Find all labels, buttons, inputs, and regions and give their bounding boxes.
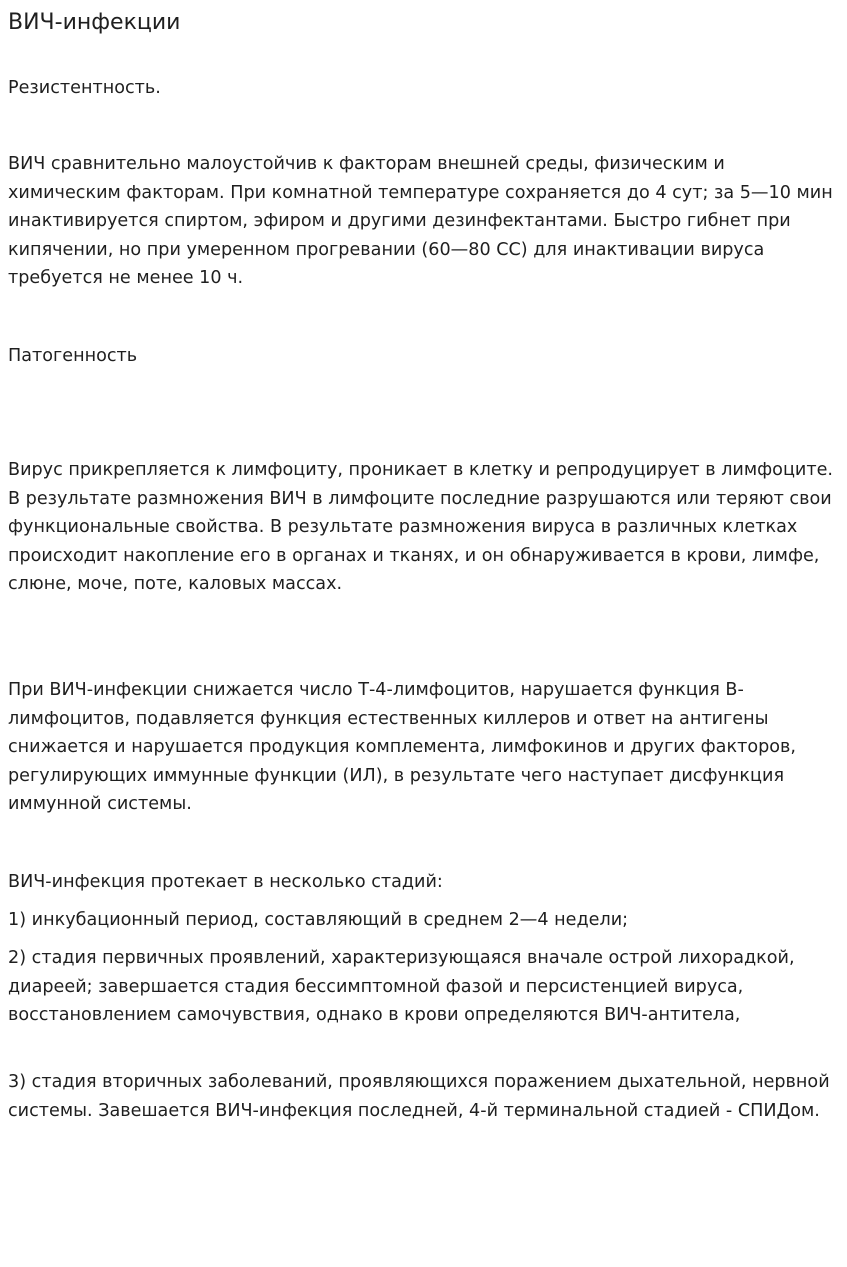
paragraph-immune-effects: При ВИЧ-инфекции снижается число Т-4-лимфоцитов, нарушается функция В-лимфоцитов, подавляется функция естественных киллеров и ответ на антигены снижается и нарушается продукция комплемента, лимфокинов и других факторов, регулирующих иммунные функции (ИЛ), в результате чего наступает дисфункция иммунной системы.	[8, 680, 796, 815]
paragraph-stages-intro: ВИЧ-инфекция протекает в несколько стадий:	[8, 872, 443, 892]
section-heading-pathogenicity: Патогенность	[8, 346, 138, 366]
paragraph-resistance-text: ВИЧ сравнительно малоустойчив к факторам внешней среды, физическим и химическим факторам. При комнатной температуре сохраняется до 4 сут; за 5—10 мин инактивируется спиртом, эфиром и другими дезинфектантами. Быстро гибнет при кипячении, но при умеренном прогревании (60—80 СС) для инактивации вируса требуется не менее 10 ч.	[8, 154, 833, 289]
paragraph-virus-attachment: Вирус прикрепляется к лимфоциту, проникает в клетку и репродуцирует в лимфоците. В результате размножения ВИЧ в лимфоците последние разрушаются или теряют свои функциональные свойства. В результате размножения вируса в различных клетках происходит накопление его в органах и тканях, и он обнаруживается в крови, лимфе, слюне, моче, поте, каловых массах.	[8, 460, 834, 595]
list-item-stage-2: 2) стадия первичных проявлений, характеризующаяся вначале острой лихорадкой, диареей; завершается стадия бессимптомной фазой и персистенцией вируса, восстановлением самочувствия, однако в крови определяются ВИЧ-антитела,	[8, 948, 795, 1026]
list-item-stage-1: 1) инкубационный период, составляющий в среднем 2—4 недели;	[8, 910, 629, 930]
section-heading-resistance: Резистентность.	[8, 78, 161, 98]
page-title: ВИЧ-инфекции	[8, 10, 181, 35]
list-item-stage-3: 3) стадия вторичных заболеваний, проявляющихся поражением дыхательной, нервной системы. Завешается ВИЧ-инфекция последней, 4-й терминальной стадией - СПИДом.	[8, 1072, 830, 1121]
